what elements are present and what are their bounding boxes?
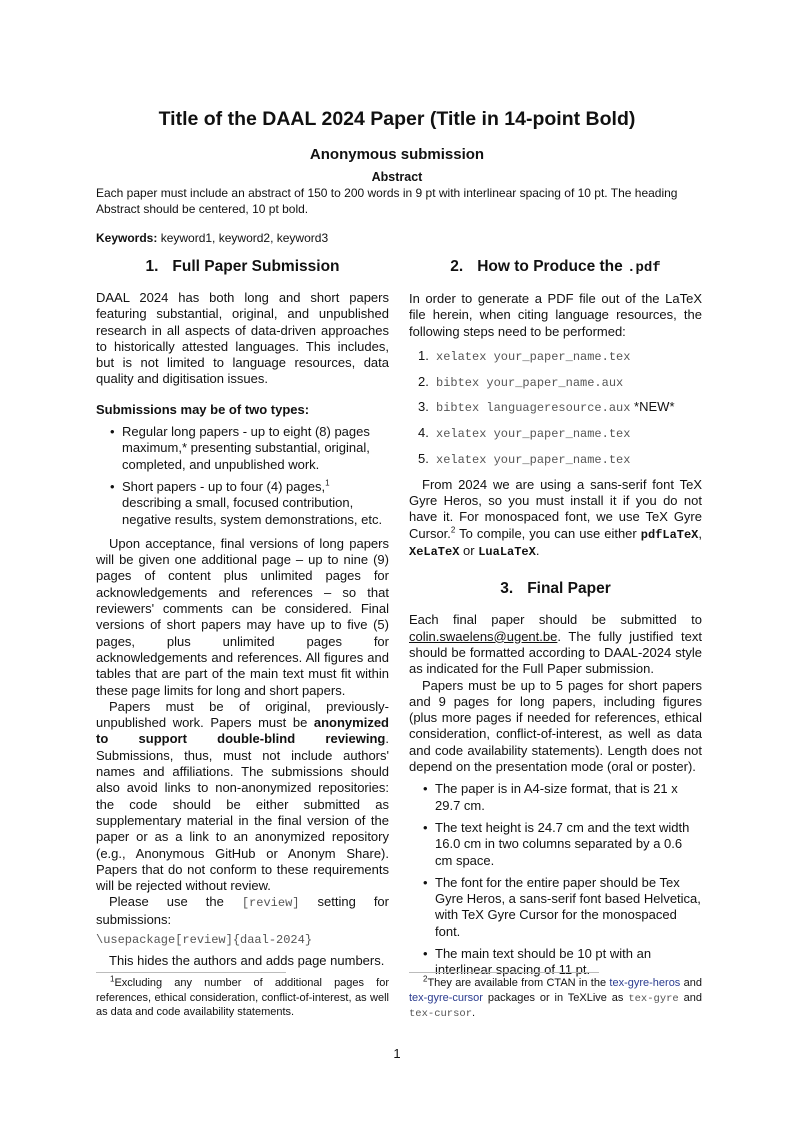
section-2-paragraph-1: In order to generate a PDF file out of the LaTeX file herein, when citing language resources, the following steps need to be performed: xyxy=(409,291,702,339)
submission-types-list xyxy=(96,424,389,528)
compile-step: 5. xelatex your_paper_name.tex xyxy=(418,451,631,468)
keywords xyxy=(96,231,328,245)
keywords-value: keyword1, keyword2, keyword3 xyxy=(160,231,329,245)
footnote-ref: 1 xyxy=(325,478,330,488)
section-2-heading: 2. How to Produce the .pdf xyxy=(450,258,661,276)
author-line: Anonymous submission xyxy=(309,146,485,163)
compile-step: 1. xelatex your_paper_name.tex xyxy=(418,347,631,364)
list-item: • Short papers - up to four (4) pages,$^1$ describing a small, focused contribution, negative results, system demonstrations, etc. xyxy=(122,479,389,528)
abstract-text: Each paper must include an abstract of 150 to 200 words in 9 pt with interlinear spacing of 10 pt. The heading Abstract should be centered, 10 pt bold. xyxy=(96,186,678,216)
section-3-heading: 3. Final Paper xyxy=(500,580,611,598)
section-1-heading: 1. Full Paper Submission xyxy=(145,258,340,275)
usepackage-code: \usepackage[review]{daal-2024} xyxy=(96,932,313,947)
right-column xyxy=(409,256,702,987)
left-column xyxy=(96,256,389,970)
compile-step: 4. xelatex your_paper_name.tex xyxy=(418,425,631,442)
paper-title: Title of the DAAL 2024 Paper (Title in 14-point Bold) xyxy=(158,108,636,130)
section-1-paragraph-5: This hides the authors and adds page numbers. xyxy=(109,953,385,969)
anonymized-emphasis: anonymized to support double-blind reviewing xyxy=(96,715,389,747)
contact-email-link[interactable]: colin.swaelens@ugent.be xyxy=(409,628,558,644)
submission-types-heading: Submissions may be of two types: xyxy=(96,401,310,417)
section-1-paragraph-3: Papers must be of original, previously-unpublished work. Papers must be anonymized to support double-blind reviewing. Submissions, thus, must not include authors' names and affiliations. The submissions should also avoid links to non-anonymized repositories: the code should be either submitted as supplementary material in the final version of the paper or as a link to an anonymized repository (e.g., Anonymous GitHub or Anonym Share). Papers that do not conform to these requirements will be rejected without review. xyxy=(96,698,389,894)
keywords-label: Keywords: xyxy=(96,231,158,245)
list-item: • The text height is 24.7 cm and the text width 16.0 cm in two columns separated by a 0.6 cm space. xyxy=(435,820,702,869)
list-item: • The main text should be 10 pt with an interlinear spacing of 11 pt. xyxy=(435,946,702,979)
tex-gyre-heros-link[interactable]: tex-gyre-heros xyxy=(609,977,681,989)
footnote-1: $^1$Excluding any number of additional pages for references, ethical consideration, conflict-of-interest, as well as data and code availability statements. xyxy=(96,974,389,1018)
section-1-paragraph-1: DAAL 2024 has both long and short papers featuring substantial, original, and unpublished research in all aspects of data-driven approaches to historically attested languages. This includes, but is not limited to language resources, data quality and digitisation issues. xyxy=(96,290,389,387)
list-item: • The paper is in A4-size format, that is 21 x 29.7 cm. xyxy=(435,781,702,814)
section-3-paragraph-1: Each final paper should be submitted to colin.swaelens@ugent.be. The fully justified text should be formatted according to DAAL-2024 style as indicated for the Full Paper submission. xyxy=(409,612,702,677)
compile-step: 2. bibtex your_paper_name.aux xyxy=(418,373,624,390)
footnote-rule-right xyxy=(409,972,599,973)
section-1-paragraph-4: Please use the [review] setting for submissions: xyxy=(96,894,389,927)
format-requirements-list xyxy=(409,781,702,978)
compile-steps xyxy=(409,348,702,468)
section-3-paragraph-2: Papers must be up to 5 pages for short papers and 9 pages for long papers, including figures (plus more pages if needed for references, ethical consideration, conflict-of-interest, as well as data and code availability statements). Length does not depend on the presentation mode (oral or poster). xyxy=(409,677,702,775)
tex-gyre-cursor-link[interactable]: tex-gyre-cursor xyxy=(409,991,483,1004)
abstract-heading: Abstract xyxy=(371,170,423,184)
section-2-paragraph-2: From 2024 we are using a sans-serif font TeX Gyre Heros, so you must install it if you do not have it. For monospaced font, we use TeX Gyre Cursor.$^2$ To compile, you can use either pdfLaTeX, XeLaTeX or LuaLaTeX. xyxy=(409,476,702,560)
footnote-ref: 2 xyxy=(450,525,456,535)
list-item: • The font for the entire paper should be Tex Gyre Heros, a sans-serif font based Helvetica, with TeX Gyre Cursor for the monospaced font. xyxy=(435,875,702,940)
footnote-2: $^2$They are available from CTAN in the tex-gyre-heros and tex-gyre-cursor packages or in TeXLive as tex-gyre and tex-cursor. xyxy=(409,974,702,1020)
page-number: 1 xyxy=(393,1046,401,1061)
list-item: • Regular long papers - up to eight (8) pages maximum,* presenting substantial, original, completed, and unpublished work. xyxy=(122,424,389,473)
compile-step: 3. bibtex languageresource.aux *NEW* xyxy=(418,399,675,416)
footnote-rule-left xyxy=(96,972,286,973)
section-1-paragraph-2: Upon acceptance, final versions of long papers will be given one additional page – up to nine (9) pages of content plus unlimited pages for acknowledgements and references – so that reviewers' comments can be considered. Final versions of short papers may have up to five (5) pages, plus unlimited pages for acknowledgements and references. All figures and tables that are part of the main text must fit within these page limits for long and short papers. xyxy=(96,535,389,698)
